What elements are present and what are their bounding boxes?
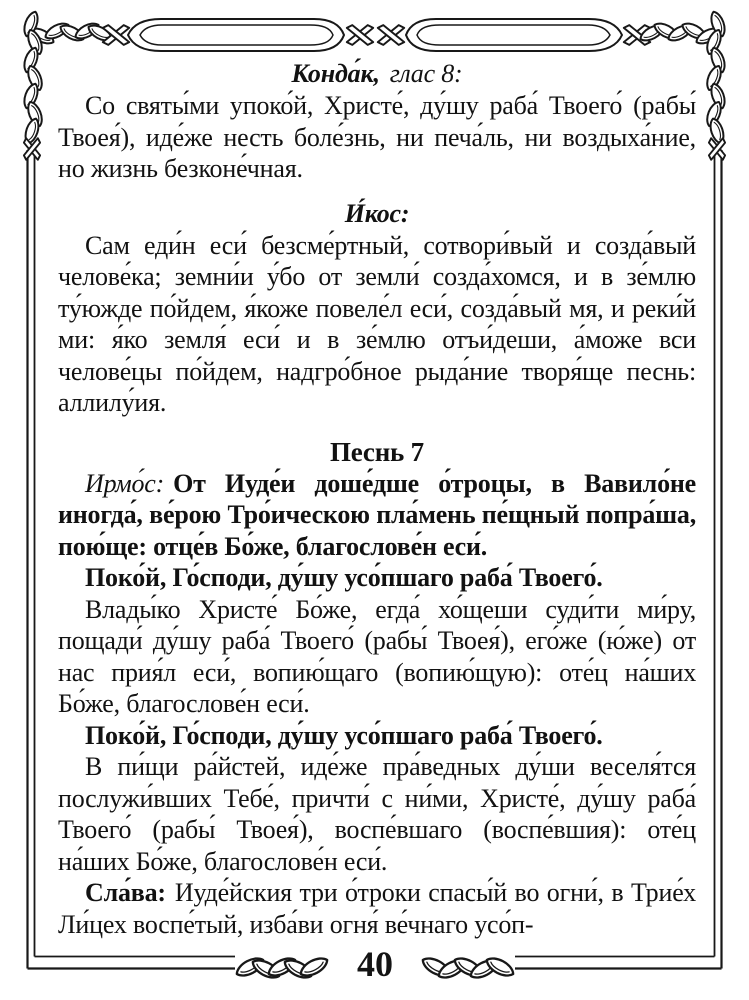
slava-text: Иуде́йския три о́троки спасы́й во огни́, в Трие́х Ли́цех воспе́тый, изба́ви огня́ ве́чнаго усо́п- xyxy=(58,878,696,939)
irmos-paragraph xyxy=(58,468,696,563)
page-number: 40 xyxy=(357,944,393,984)
refrain-line-2: Поко́й, Го́споди, ду́шу усо́пшаго раба́ Твоего́. xyxy=(85,720,603,750)
refrain-line-1: Поко́й, Го́споди, ду́шу усо́пшаго раба́ Твоего́. xyxy=(85,563,603,592)
verse-2: В пи́щи ра́йстей, иде́же пра́ведных ду́ши веселя́тся послужи́вших Тебе́, причти́ с ни́ми, Христе́, ду́шу раба́ Твоего́ (рабы́ Твоея́), воспе́вшаго (воспе́вшия): оте́ц на́ших Бо́же, благослове́н еси́. xyxy=(58,752,696,876)
kondak-text: Со святы́ми упоко́й, Христе́, ду́шу раба́ Твоего́ (рабы́ Твоея́), иде́же несть боле́знь, ни печа́ль, ни воздыха́ние, но жизнь безконе́чная. xyxy=(58,91,696,183)
page-content xyxy=(58,58,696,940)
top-border-ornament-icon xyxy=(28,19,722,51)
ikos-heading: И́кос: xyxy=(344,198,410,228)
kondak-heading xyxy=(58,58,696,90)
kondak-heading-word: Конда́к, xyxy=(291,59,380,88)
verse-1: Влады́ко Христе́ Бо́же, егда́ хо́щеши суди́ти ми́ру, пощади́ ду́шу раба́ Твоего́ (рабы́ Твоея́), его́же (ю́же) от нас прия́л еси́, вопию́щаго (вопию́щую): оте́ц на́ших Бо́же, благослове́н еси́. xyxy=(58,594,696,718)
ikos-text: Сам еди́н еси́ безсме́ртный, сотвори́вый и созда́вый челове́ка; земни́и у́бо от земли́ созда́хомся, и в зе́млю ту́южде по́йдем, я́коже повеле́л еси́, созда́вый мя, и реки́й ми: я́ко земля́ еси́ и в зе́млю отъи́деши, а́може вси челове́цы по́йдем, надгро́бное рыда́ние творя́ще песнь: аллилу́ия. xyxy=(58,230,696,417)
kondak-heading-tone: глас 8: xyxy=(389,59,463,88)
irmos-label: Ирмо́с: xyxy=(85,468,165,498)
slava-label: Сла́ва: xyxy=(85,878,166,907)
slava-paragraph xyxy=(58,877,696,940)
pesn7-heading: Песнь 7 xyxy=(330,436,424,467)
irmos-text: От Иуде́и доше́дше о́троцы, в Вавило́не иногда́, ве́рою Тро́ическою пла́мень пе́щный попра́ша, пою́ще: отце́в Бо́же, благослове́н еси́. xyxy=(58,468,696,561)
